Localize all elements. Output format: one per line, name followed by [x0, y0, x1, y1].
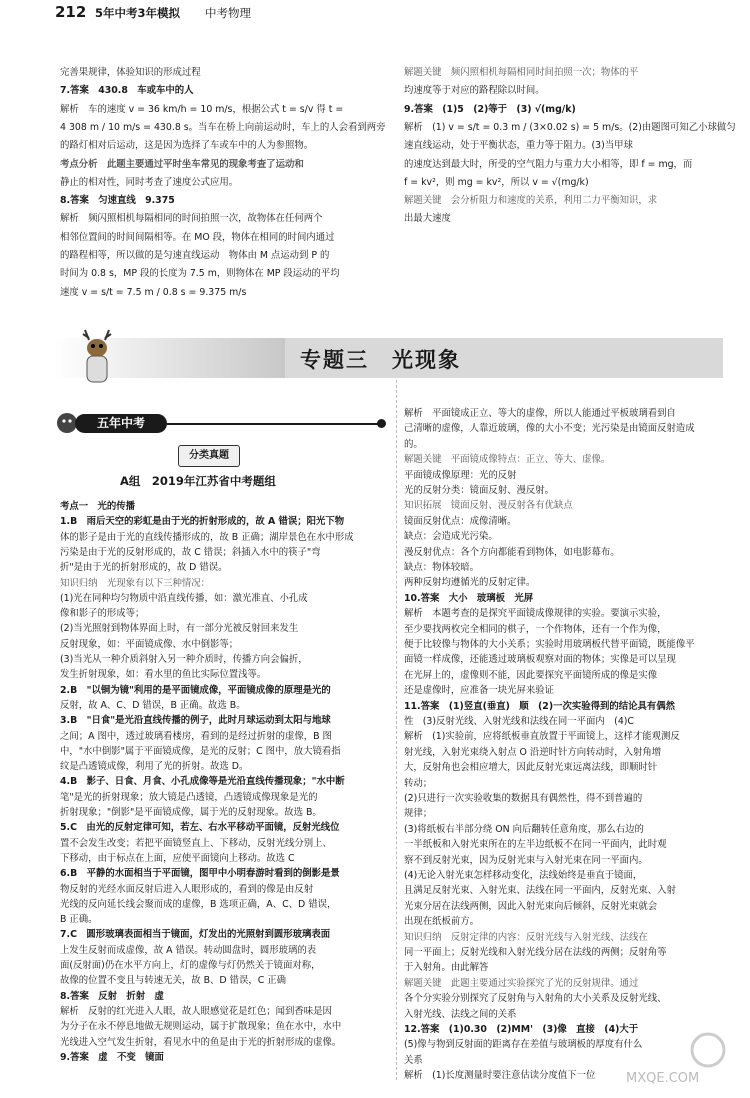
right-col-line: 解析 (1)长度测量时要注意估读分度值下一位 [404, 1070, 596, 1082]
classify-tag: 分类真题 [178, 445, 240, 467]
left-top-line: 相邻位置间的时间间隔相等。在 MO 段，物体在相同的时间内通过 [60, 231, 335, 243]
right-top-line: 的速度达到最大时，所受的空气阻力与重力大小相等，即 f = mg，而 [404, 158, 693, 170]
group-title: A组 2019年江苏省中考题组 [120, 474, 276, 488]
left-col-line: 为分子在永不停息地做无规则运动，属于扩散现象；鱼在水中，水中 [60, 1021, 342, 1033]
right-col-line: 知识拓展 镜面反射、漫反射各有优缺点 [404, 500, 573, 512]
right-col-line: 于入射角。由此解答 [404, 962, 489, 974]
left-col-line: (2)当光照射到物体界面上时，有一部分光被反射回来发生 [60, 623, 299, 635]
right-col-line: 缺点：会造成光污染。 [404, 531, 498, 543]
right-top-line: 解题关键 会分析阻力和速度的关系，利用二力平衡知识，求 [404, 195, 658, 207]
left-col-line: 之间；A 图中，透过玻璃看楼房，看到的是经过折射的虚像，B 图 [60, 730, 332, 742]
left-col-line: 纹是凸透镜成像，利用了光的折射。故选 D。 [60, 761, 249, 773]
right-col-line: 11.答案 (1)竖直(垂直) 顺 (2)一次实验得到的结论具有偶然 [404, 700, 675, 712]
left-top-line: 完善果规律，体验知识的形成过程 [60, 67, 201, 78]
right-col-line: 解析 本题考查的是探究平面镜成像规律的实验。要演示实验， [404, 608, 667, 620]
left-col-line: B 正确。 [60, 914, 98, 926]
right-col-line: 出现在纸板前方。 [404, 916, 480, 928]
page-number: 212 [55, 3, 87, 21]
right-col-line: 同一平面上；反射光线和入射光线分居在法线的两侧；反射角等 [404, 947, 667, 958]
left-col-line: 光线进入空气发生折射，看见水中的鱼是由于光的折射形成的虚像。 [60, 1036, 342, 1048]
left-col-line: 折"是由于光的折射形成的，故 D 错误。 [60, 562, 228, 574]
left-col-line: 体的影子是由于光的直线传播形成的，故 B 正确；湖岸景色在水中形成 [60, 531, 354, 543]
left-col-line: 知识归纳 光现象有以下三种情况： [60, 577, 211, 589]
right-col-line: 的。 [404, 438, 423, 450]
right-top-line: f = kv²，则 mg = kv²，所以 v = √(mg/k) [404, 176, 589, 188]
right-col-line: 光的反射分类：镜面反射、漫反射。 [404, 485, 555, 496]
right-col-line: 平面镜成像原理：光的反射 [404, 469, 517, 481]
right-col-line: 缺点：物体较暗。 [404, 562, 480, 573]
right-col-line: 己清晰的虚像，人靠近玻璃，像的大小不变；光污染是由镜面反射造成 [404, 423, 695, 435]
right-col-line: 解析 平面镜成正立、等大的虚像，所以人能通过平板玻璃看到自 [404, 408, 676, 419]
left-top-line: 7.答案 430.8 车或车中的人 [60, 85, 194, 97]
left-col-line: 4.B 影子、日食、月食、小孔成像等是光沿直线传播现象；"水中断 [60, 776, 345, 788]
right-col-line: 一半纸板和入射光束所在的左半边纸板不在同一平面内，此时观 [404, 839, 667, 851]
right-col-line: 转动； [404, 777, 433, 789]
book-title: 5年中考3年模拟 [95, 6, 181, 20]
right-col-line: 还是虚像时，应准备一块光屏来验证 [404, 685, 555, 697]
right-col-line: 规律； [404, 808, 433, 820]
five-year-heading [55, 413, 385, 435]
right-col-line: 镜面反射优点：成像清晰。 [404, 515, 517, 527]
column-divider [396, 380, 397, 1080]
left-top-line: 的路灯相对后运动，这是因为选择了车或车中的人为参照物。 [60, 140, 314, 152]
watermark-logo-icon [620, 1028, 730, 1088]
left-col-line: 光线的反向延长线会聚而成的虚像，B 选项正确，A、C、D 错误， [60, 898, 337, 910]
left-col-line: 笔"是光的折射现象；放大镜是凸透镜，凸透镜成像现象是光的 [60, 791, 318, 803]
left-top-line: 速度 v = s/t = 7.5 m / 0.8 s = 9.375 m/s [60, 286, 247, 298]
left-col-line: 物反射的光经水面反射后进入人眼形成的，看到的像是由反射 [60, 883, 314, 895]
left-col-line: 上发生反射而成虚像，故 A 错误。转动圆盘时，圆形玻璃的表 [60, 944, 317, 956]
right-col-line: (4)无论入射光束怎样移动变化，法线始终是垂直于镜面， [404, 870, 643, 881]
left-col-line: 置不会发生改变；若把平面镜竖直上、下移动，反射光线分别上、 [60, 837, 332, 849]
left-col-line: (1)光在同种均匀物质中沿直线传播，如：激光准直、小孔成 [60, 592, 308, 604]
right-col-line: 入射光线、法线之间的关系 [404, 1008, 517, 1020]
right-top-line: 解析 (1) v = s/t = 0.3 m / (3×0.02 s) = 5 m/s。(2)由题图可知乙小球做匀 [404, 121, 736, 133]
left-col-line: 2.B "以铜为镜"利用的是平面镜成像，平面镜成像的原理是光的 [60, 684, 331, 696]
right-col-line: 12.答案 (1)0.30 (2)MM' (3)像 直接 (4)大于 [404, 1024, 639, 1035]
left-col-line: 污染是由于光的反射形成的，故 C 错误；斜插入水中的筷子"弯 [60, 546, 321, 558]
left-top-line: 考点分析 此题主要通过平时坐车常见的现象考查了运动和 [60, 158, 304, 170]
left-col-line: 反射现象，如：平面镜成像、水中倒影等； [60, 638, 239, 650]
right-top-line: 解题关键 频闪照相机每隔相同时间拍照一次；物体的平 [404, 67, 639, 78]
subject-title: 中考物理 [205, 6, 251, 20]
left-top-line: 8.答案 匀速直线 9.375 [60, 195, 175, 207]
right-col-line: 性 (3)反射光线、入射光线和法线在同一平面内 (4)C [404, 716, 634, 727]
right-col-line: (2)只进行一次实验收集的数据具有偶然性，得不到普遍的 [404, 793, 643, 804]
right-col-line: 漫反射优点：各个方向都能看到物体，如电影幕布。 [404, 546, 620, 558]
right-col-line: 射光线，入射光束绕入射点 O 沿逆时针方向转动时，入射角增 [404, 746, 662, 758]
left-top-line: 静止的相对性，同时考查了速度公式应用。 [60, 176, 239, 188]
left-col-line: 8.答案 反射 折射 虚 [60, 990, 164, 1002]
svg-text:MXQE.COM: MXQE.COM [626, 1071, 700, 1086]
left-top-line: 4 308 m / 10 m/s = 430.8 s。当车在桥上向前运动时，车上的人会看到两旁 [60, 121, 386, 133]
left-col-line: 反射，故 A、C、D 错误，B 正确。故选 B。 [60, 699, 246, 711]
five-year-label: 五年中考 [75, 414, 167, 433]
banner-title: 专题三 光现象 [300, 348, 461, 372]
topic-banner [55, 330, 723, 386]
right-col-line: (5)像与物到反射面的距离存在差值与玻璃板的厚度有什么 [404, 1039, 643, 1051]
right-col-line: 解题关键 此题主要通过实验探究了光的反射规律。通过 [404, 977, 639, 989]
left-col-line: 6.B 平静的水面相当于平面镜，图甲中小明春游时看到的倒影是景 [60, 868, 340, 880]
right-col-line: 解题关键 平面镜成像特点：正立、等大、虚像。 [404, 454, 611, 466]
right-top-line: 9.答案 (1)5 (2)等于 (3) √(mg/k) [404, 103, 576, 115]
right-col-line: 光束分居在法线两侧，因此入射光束向后倾斜，反射光束就会 [404, 900, 658, 912]
right-col-line: 各个分实验分别探究了反射角与入射角的大小关系及反射光线、 [404, 993, 667, 1005]
right-col-line: 在光屏上的，虚像则不能，因此要探究平面镜所成的像是实像 [404, 669, 658, 681]
left-col-line: 解析 反射的红光进入人眼，故人眼感觉花是红色；闻到香味是因 [60, 1005, 332, 1017]
left-col-line: 7.C 圆形玻璃表面相当于镜面，灯发出的光照射到圆形玻璃表面 [60, 929, 331, 941]
page-header [0, 0, 750, 22]
left-col-line: 考点一 光的传播 [60, 501, 136, 512]
right-col-line: 10.答案 大小 玻璃板 光屏 [404, 592, 534, 604]
left-col-line: 中，"水中倒影"属于平面镜成像，是光的反射；C 图中，放大镜看指 [60, 745, 341, 757]
right-col-line: 两种反射均遵循光的反射定律。 [404, 577, 536, 589]
right-col-line: 关系 [404, 1054, 423, 1066]
left-col-line: 3.B "日食"是光沿直线传播的例子，此时月球运动到太阳与地球 [60, 715, 331, 727]
left-col-line: 折射现象；"倒影"是平面镜成像，属于光的反射现象。故选 B。 [60, 807, 322, 818]
right-col-line: 大，反射角也会相应增大，因此反射光束远离法线，即顺时针 [404, 762, 658, 774]
left-top-line: 的路程相等，所以做的是匀速直线运动 物体由 M 点运动到 P 的 [60, 250, 330, 261]
left-col-line: 面(反射面)仍在水平方向上，灯的虚像与灯仍然关于镜面对称， [60, 960, 321, 971]
left-col-line: 1.B 雨后天空的彩虹是由于光的折射形成的，故 A 错误；阳光下物 [60, 516, 345, 528]
deer-mascot-icon [75, 326, 119, 386]
right-col-line: 至少要找两枚完全相同的棋子，一个作物体，还有一个作为像， [404, 623, 667, 635]
right-top-line: 速直线运动，处于平衡状态，重力等于阻力。(3)当甲球 [404, 140, 633, 152]
right-top-line: 出最大速度 [404, 213, 451, 225]
right-col-line: 且满足反射光束、入射光束、法线在同一平面内，反射光束、入射 [404, 885, 676, 897]
right-col-line: 察不到反射光束，因为反射光束与入射光束在同一平面内。 [404, 854, 648, 866]
left-col-line: (3)当光从一种介质斜射入另一种介质时，传播方向会偏折， [60, 654, 308, 665]
right-col-line: 便于比较像与物体的大小关系；实验时用玻璃板代替平面镜，既能像平 [404, 639, 695, 650]
left-col-line: 故像的位置不变且与转速无关，故 B、D 错误，C 正确 [60, 975, 287, 987]
left-col-line: 9.答案 虚 不变 镜面 [60, 1051, 164, 1063]
left-top-line: 时间为 0.8 s，MP 段的长度为 7.5 m，则物体在 MP 段运动的平均 [60, 268, 340, 280]
right-col-line: (3)将纸板右半部分绕 ON 向后翻转任意角度，那么右边的 [404, 823, 644, 835]
left-col-line: 发生折射现象，如：看水里的鱼比实际位置浅等。 [60, 669, 267, 681]
left-col-line: 像和影子的形成等； [60, 608, 145, 620]
left-top-line: 解析 车的速度 v = 36 km/h = 10 m/s，根据公式 t = s/v 得 t = [60, 103, 344, 115]
left-top-line: 解析 频闪照相机每隔相同的时间拍照一次，故物体在任何两个 [60, 213, 323, 225]
right-col-line: 解析 (1)实验前，应将纸板垂直放置于平面镜上，这样才能观测反 [404, 731, 680, 743]
right-col-line: 面镜一样成像，还能透过玻璃板观察对面的物体；实像是可以呈现 [404, 654, 676, 666]
right-col-line: 知识归纳 反射定律的内容：反射光线与入射光线、法线在 [404, 931, 648, 943]
left-col-line: 5.C 由光的反射定律可知，若左、右水平移动平面镜，反射光线位 [60, 822, 340, 834]
right-top-line: 均速度等于对应的路程除以时间。 [404, 85, 545, 97]
left-col-line: 下移动，由于标点在上面，应使平面镜向上移动。故选 C [60, 852, 295, 864]
